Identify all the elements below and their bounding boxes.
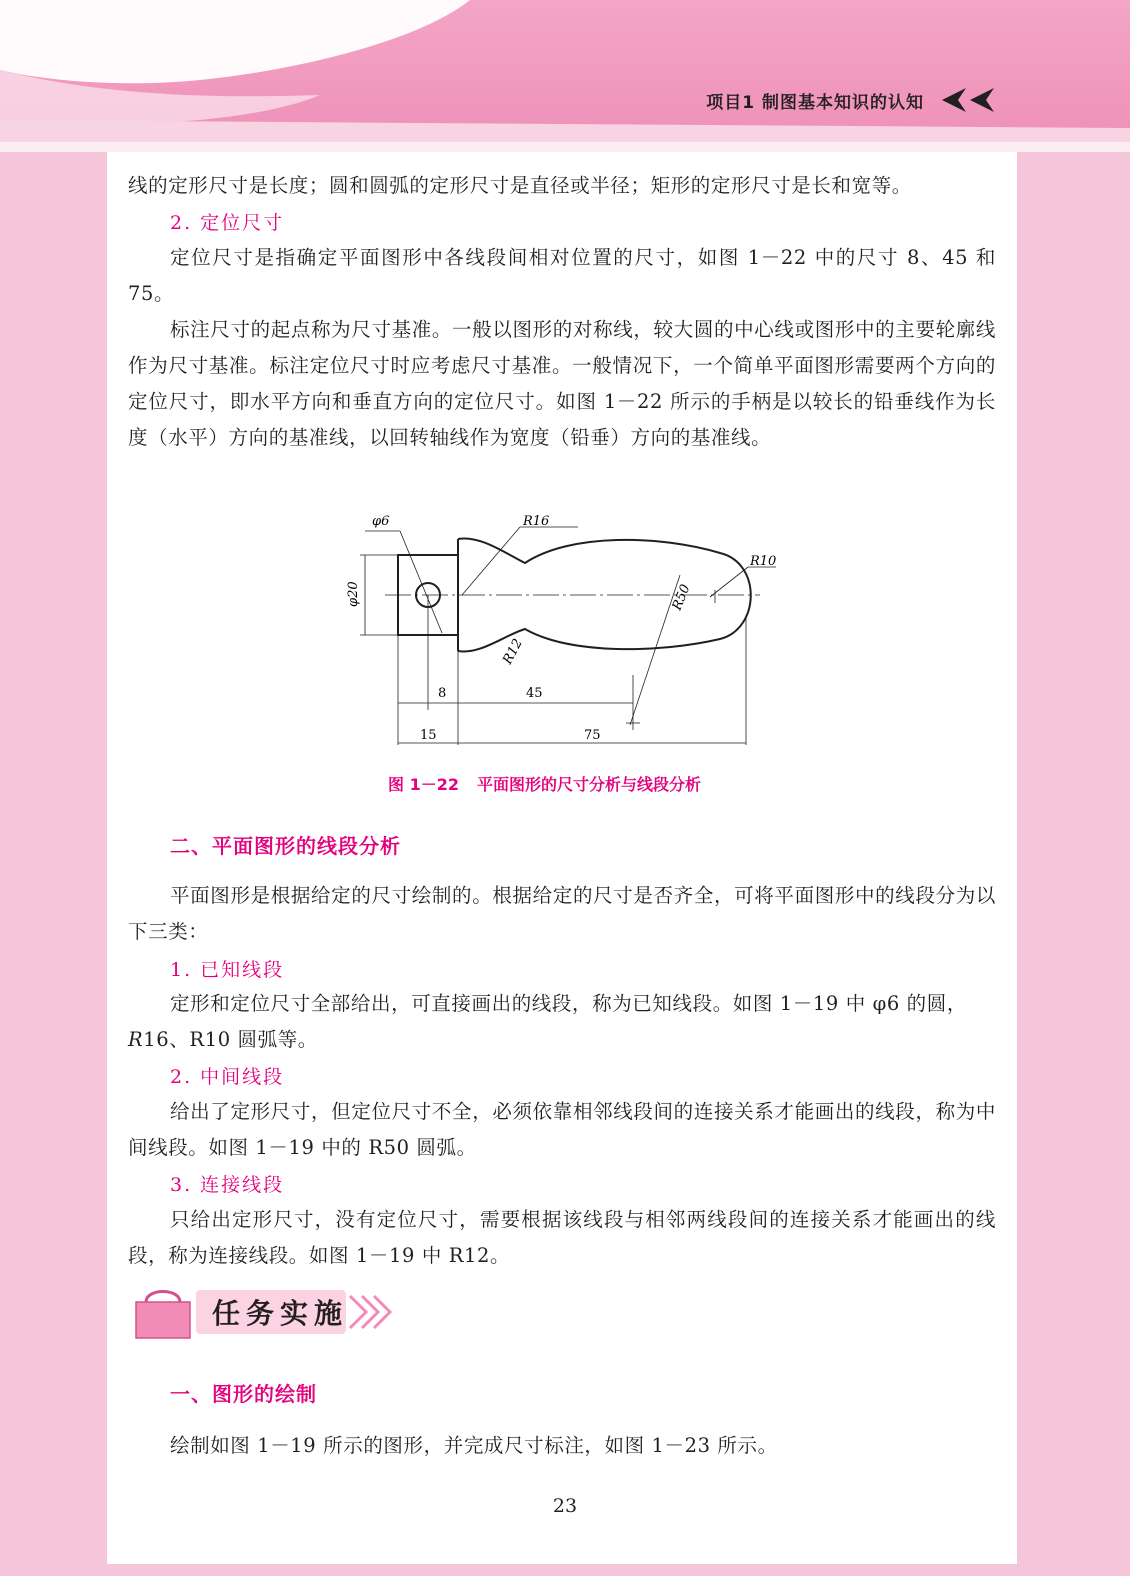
figure-caption-number: 图 1－22 xyxy=(388,775,459,794)
label-phi20: φ20 xyxy=(346,581,361,607)
subheading-connecting-segments: 3. 连接线段 xyxy=(170,1174,285,1196)
section-title-xianduan: 二、平面图形的线段分析 xyxy=(170,834,401,858)
paragraph-known-b-wrap xyxy=(86,1022,318,1058)
subheading-middle-segments: 2. 中间线段 xyxy=(170,1066,285,1088)
figure-caption-text: 平面图形的尺寸分析与线段分析 xyxy=(476,775,701,794)
continuation-line: 线的定形尺寸是长度；圆和圆弧的定形尺寸是直径或半径；矩形的定形尺寸是长和宽等。 xyxy=(128,174,912,197)
label-dim-45: 45 xyxy=(526,686,543,701)
label-dim-8: 8 xyxy=(438,686,447,701)
figure-caption xyxy=(388,772,719,795)
running-head: 项目1 制图基本知识的认知 xyxy=(706,93,924,113)
header-wave-decoration xyxy=(0,0,1130,152)
paragraph-task: 绘制如图 1－19 所示的图形，并完成尺寸标注，如图 1－23 所示。 xyxy=(170,1434,778,1457)
label-r10: R10 xyxy=(750,554,777,569)
paragraph-dingwei: 定位尺寸是指确定平面图形中各线段间相对位置的尺寸，如图 1－22 中的尺寸 8、45 和 75。 xyxy=(128,246,996,305)
paragraph-jizhun: 标注尺寸的起点称为尺寸基准。一般以图形的对称线，较大圆的中心线或图形中的主要轮廓线作为尺寸基准。标注定位尺寸时应考虑尺寸基准。一般情况下，一个简单平面图形需要两个方向的定位尺寸，即水平方向和垂直方向的定位尺寸。如图 1－22 所示的手柄是以较长的铅垂线作为长度（水平）方向的基准线，以回转轴线作为宽度（铅垂）方向的基准线。 xyxy=(128,318,996,449)
paragraph-middle-segments: 给出了定形尺寸，但定位尺寸不全，必须依靠相邻线段间的连接关系才能画出的线段，称为中间线段。如图 1－19 中的 R50 圆弧。 xyxy=(128,1100,996,1159)
paragraph-known-a: 定形和定位尺寸全部给出，可直接画出的线段，称为已知线段。如图 1－19 中 φ6 的圆， xyxy=(170,992,967,1015)
label-dim-75: 75 xyxy=(584,728,601,743)
section-title-drawing: 一、图形的绘制 xyxy=(170,1382,317,1406)
subheading-known-segments: 1. 已知线段 xyxy=(170,959,285,981)
paragraph-intro: 平面图形是根据给定的尺寸绘制的。根据给定的尺寸是否齐全，可将平面图形中的线段分为以下三类： xyxy=(128,884,996,943)
paragraph-known-b-r: R xyxy=(128,1028,144,1051)
header-band xyxy=(0,0,1130,152)
double-arrow-icon xyxy=(940,86,1000,114)
label-r12: R12 xyxy=(500,636,526,667)
label-r16: R16 xyxy=(523,514,550,529)
paragraph-known-b: 16、R10 圆弧等。 xyxy=(143,1028,318,1051)
subheading-dingwei: 2. 定位尺寸 xyxy=(170,212,285,234)
toolbox-icon xyxy=(136,1302,190,1338)
task-banner-title: 任务实施 xyxy=(212,1297,349,1330)
handle-drawing-figure xyxy=(330,505,780,755)
label-phi6: φ6 xyxy=(372,514,390,529)
page-number: 23 xyxy=(552,1495,578,1517)
paragraph-known-segments xyxy=(128,986,996,1058)
label-r50: R50 xyxy=(669,582,694,613)
paragraph-connecting-segments: 只给出定形尺寸，没有定位尺寸，需要根据该线段与相邻两线段间的连接关系才能画出的线段，称为连接线段。如图 1－19 中 R12。 xyxy=(128,1208,996,1267)
label-dim-15: 15 xyxy=(420,728,437,743)
